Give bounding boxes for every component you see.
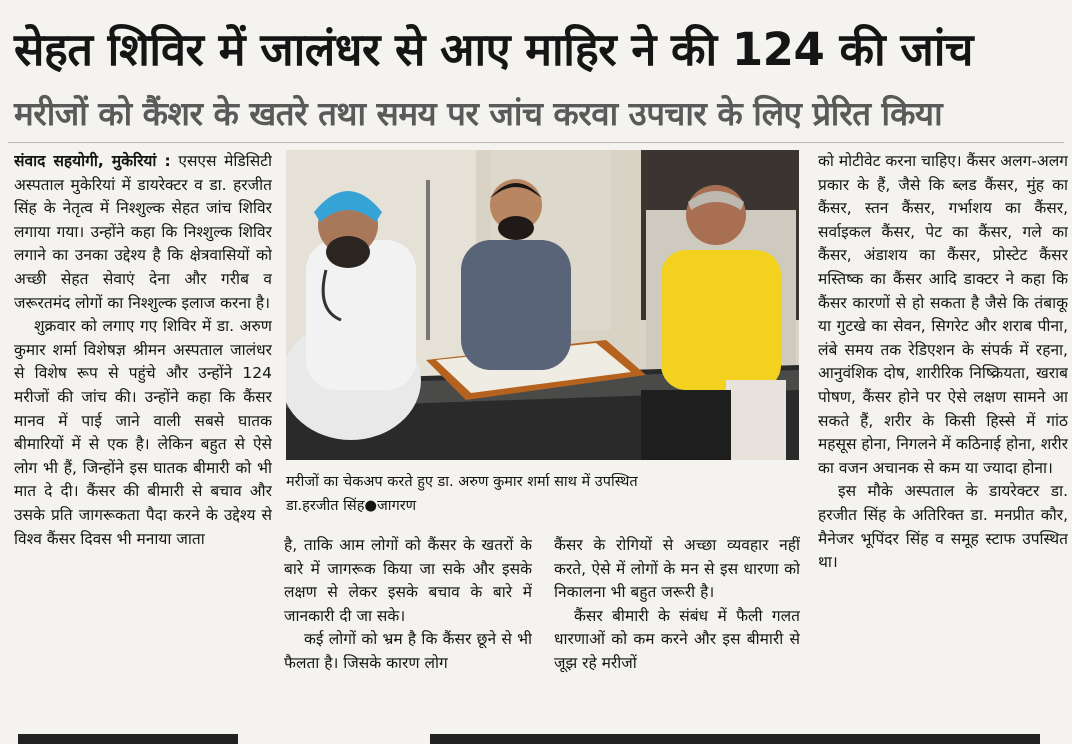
next-article-fragment: [0, 730, 1072, 744]
caption-line: मरीजों का चेकअप करते हुए डा. अरुण कुमार शर्मा साथ में उपस्थित: [286, 474, 638, 490]
paragraph-text: एसएस मेडिसिटी अस्पताल मुकेरियां में डायरेक्टर व डा. हरजीत सिंह के नेतृत्व में निश्शुल्क सेहत जांच शिविर लगाया गया। उन्होंने कहा कि निश्शुल्क शिविर लगाने का उनका उद्देश्य है कि क्षेत्रवासियों को अच्छी सेहत सेवाएं देना और गरीब व जरूरतमंद लोगों का निश्शुल्क इलाज करना है।: [14, 152, 272, 312]
headline: सेहत शिविर में जालंधर से आए माहिर ने की 124 की जांच: [14, 23, 973, 76]
paragraph: [14, 150, 272, 315]
paragraph: को मोटीवेट करना चाहिए। कैंसर अलग-अलग प्रकार के हैं, जैसे कि ब्लड कैंसर, मुंह का कैंसर, स्तन कैंसर, गर्भाशय का कैंसर, सर्वाइकल कैंसर, पेट का कैंसर, गले का कैंसर, अंडाशय का कैंसर, प्रोस्टेट कैंसर मस्तिष्क का कैंसर आदि डाक्टर ने कहा कि कैंसर कारणों से हो सकता है जैसे कि तंबाकू या गुटखे का सेवन, सिगरेट और शराब पीना, लंबे समय तक रेडिएशन के संपर्क में रहना, आनुवंशिक दोष, शारीरिक निष्क्रियता, खराब पोषण, कैंसर होने पर ऐसे लक्षण सामने आ सकते हैं, शरीर के किसी हिस्से में गांठ महसूस होना, निगलने में कठिनाई होना, शरीर का वजन अचानक से कम या ज्यादा होना।: [818, 152, 1068, 477]
paragraph: कैंसर के रोगियों से अच्छा व्यवहार नहीं करते, ऐसे में लोगों के मन से इस धारणा को निकालना भी बहुत जरूरी है।: [554, 536, 800, 602]
article-column-middle-2: [554, 534, 800, 718]
paragraph: शुक्रवार को लगाए गए शिविर में डा. अरुण कुमार शर्मा विशेषज्ञ श्रीमन अस्पताल जालंधर से विशेष रूप से पहुंचे और उन्होंने 124 मरीजों की जांच की। उन्होंने कहा कि कैंसर मानव में पाई जाने वाली सबसे घातक बीमारियों में से एक है। लेकिन बहुत से ऐसे लोग भी हैं, जिन्होंने इस घातक बीमारी को भी मात दे दी। कैंसर की बीमारी से बचाव और उसके प्रति जागरूकता पैदा करने के उद्देश्य से विश्व कैंसर दिवस भी मनाया जाता: [14, 317, 272, 548]
paragraph: कई लोगों को भ्रम है कि कैंसर छूने से भी फैलता है। जिसके कारण लोग: [284, 630, 532, 672]
article-column-right: [818, 150, 1068, 718]
dateline: संवाद सहयोगी, मुकेरियां :: [14, 152, 171, 170]
paragraph: है, ताकि आम लोगों को कैंसर के खतरों के बारे में जागरूक किया जा सके और इसके लक्षण से लेकर इसके बचाव के बारे में जानकारी दी जा सके।: [284, 536, 532, 625]
paragraph: इस मौके अस्पताल के डायरेक्टर डा. हरजीत सिंह के अतिरिक्त डा. मनप्रीत कौर, मैनेजर भूपिंदर सिंह व समूह स्टाफ उपस्थित था।: [818, 482, 1068, 572]
photo-caption: [286, 470, 799, 518]
article-column-middle-1: [284, 534, 532, 718]
divider: [8, 142, 1064, 143]
news-photo: [286, 150, 799, 460]
article-column-left: [14, 150, 272, 718]
paragraph: कैंसर बीमारी के संबंध में फैली गलत धारणाओं को कम करने और इस बीमारी से जूझ रहे मरीजों: [554, 606, 800, 672]
caption-credit: डा.हरजीत सिंह●जागरण: [286, 498, 417, 514]
subheadline: मरीजों को कैंशर के खतरे तथा समय पर जांच करवा उपचार के लिए प्रेरित किया: [14, 94, 943, 133]
